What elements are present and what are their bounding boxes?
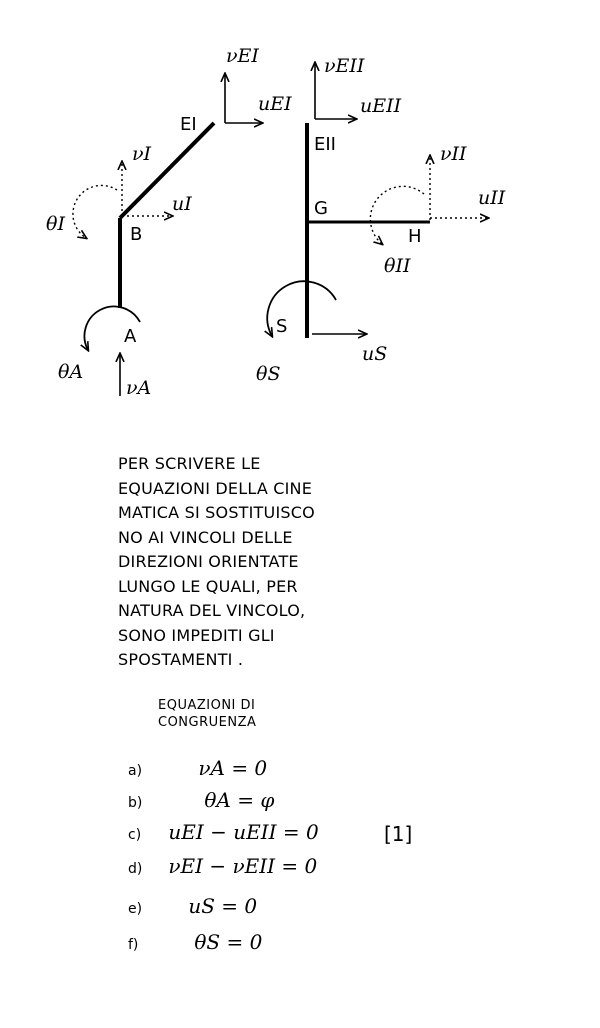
equation-tag: c) xyxy=(128,827,142,843)
label-thetas: θS xyxy=(256,363,281,385)
label-vi: νI xyxy=(132,143,152,165)
equation-b xyxy=(128,788,274,812)
equation-reference: [1] xyxy=(384,822,413,846)
note-line: PER SCRIVERE LE xyxy=(118,454,261,473)
label-b: B xyxy=(130,224,143,245)
equation-tag: d) xyxy=(128,861,143,877)
left-structure xyxy=(73,74,262,396)
label-vei: νEI xyxy=(226,45,259,67)
heading-line: EQUAZIONI DI xyxy=(158,698,256,713)
label-thetaii: θII xyxy=(384,255,411,277)
equation-expr: νA = 0 xyxy=(198,756,268,780)
equation-c xyxy=(128,820,319,844)
label-thetai: θI xyxy=(46,213,65,235)
equation-expr: uS = 0 xyxy=(188,894,258,918)
equation-expr: uEI − uEII = 0 xyxy=(168,820,319,844)
rotation-arc-thetai xyxy=(73,185,117,238)
equation-tag: e) xyxy=(128,901,143,917)
equation-tag: b) xyxy=(128,795,143,811)
label-thetaa: θA xyxy=(58,361,84,383)
equations-heading xyxy=(158,697,256,731)
equation-tag: f) xyxy=(128,937,139,953)
equation-tag: a) xyxy=(128,763,143,779)
equation-d xyxy=(128,854,317,878)
note-line: SPOSTAMENTI . xyxy=(118,650,244,669)
label-us: uS xyxy=(362,343,388,365)
label-ui: uI xyxy=(172,193,192,215)
note-line: NO AI VINCOLI DELLE xyxy=(118,527,293,547)
label-ueii: uEII xyxy=(360,95,402,117)
inclined-beam-b-ei xyxy=(120,123,214,218)
label-veii: νEII xyxy=(324,55,365,77)
label-a: A xyxy=(124,326,137,347)
label-va: νA xyxy=(126,377,152,399)
label-eii: EII xyxy=(314,134,336,155)
note-line: NATURA DEL VINCOLO, xyxy=(118,601,306,620)
equation-expr: θA = φ xyxy=(204,788,275,812)
note-line: EQUAZIONI DELLA CINE xyxy=(118,478,313,498)
label-s: S xyxy=(276,316,288,337)
note-line: SONO IMPEDITI GLI xyxy=(118,625,275,645)
equation-expr: θS = 0 xyxy=(194,930,263,954)
label-uei: uEI xyxy=(258,93,292,115)
label-g: G xyxy=(314,198,328,219)
equation-f xyxy=(128,930,262,954)
label-uii: uII xyxy=(478,187,506,209)
note-line: DIREZIONI ORIENTATE xyxy=(118,552,299,571)
note-line: LUNGO LE QUALI, PER xyxy=(118,576,298,596)
explanation-note xyxy=(118,452,418,673)
heading-line: CONGRUENZA xyxy=(158,715,257,730)
diagram-labels xyxy=(46,45,506,399)
label-ei: EI xyxy=(180,114,197,135)
equation-e xyxy=(128,894,257,918)
equation-expr: νEI − νEII = 0 xyxy=(168,854,318,878)
note-line: MATICA SI SOSTITUISCO xyxy=(118,503,315,522)
label-vii: νII xyxy=(440,143,467,165)
label-h: H xyxy=(408,226,422,247)
equation-a xyxy=(128,756,267,780)
